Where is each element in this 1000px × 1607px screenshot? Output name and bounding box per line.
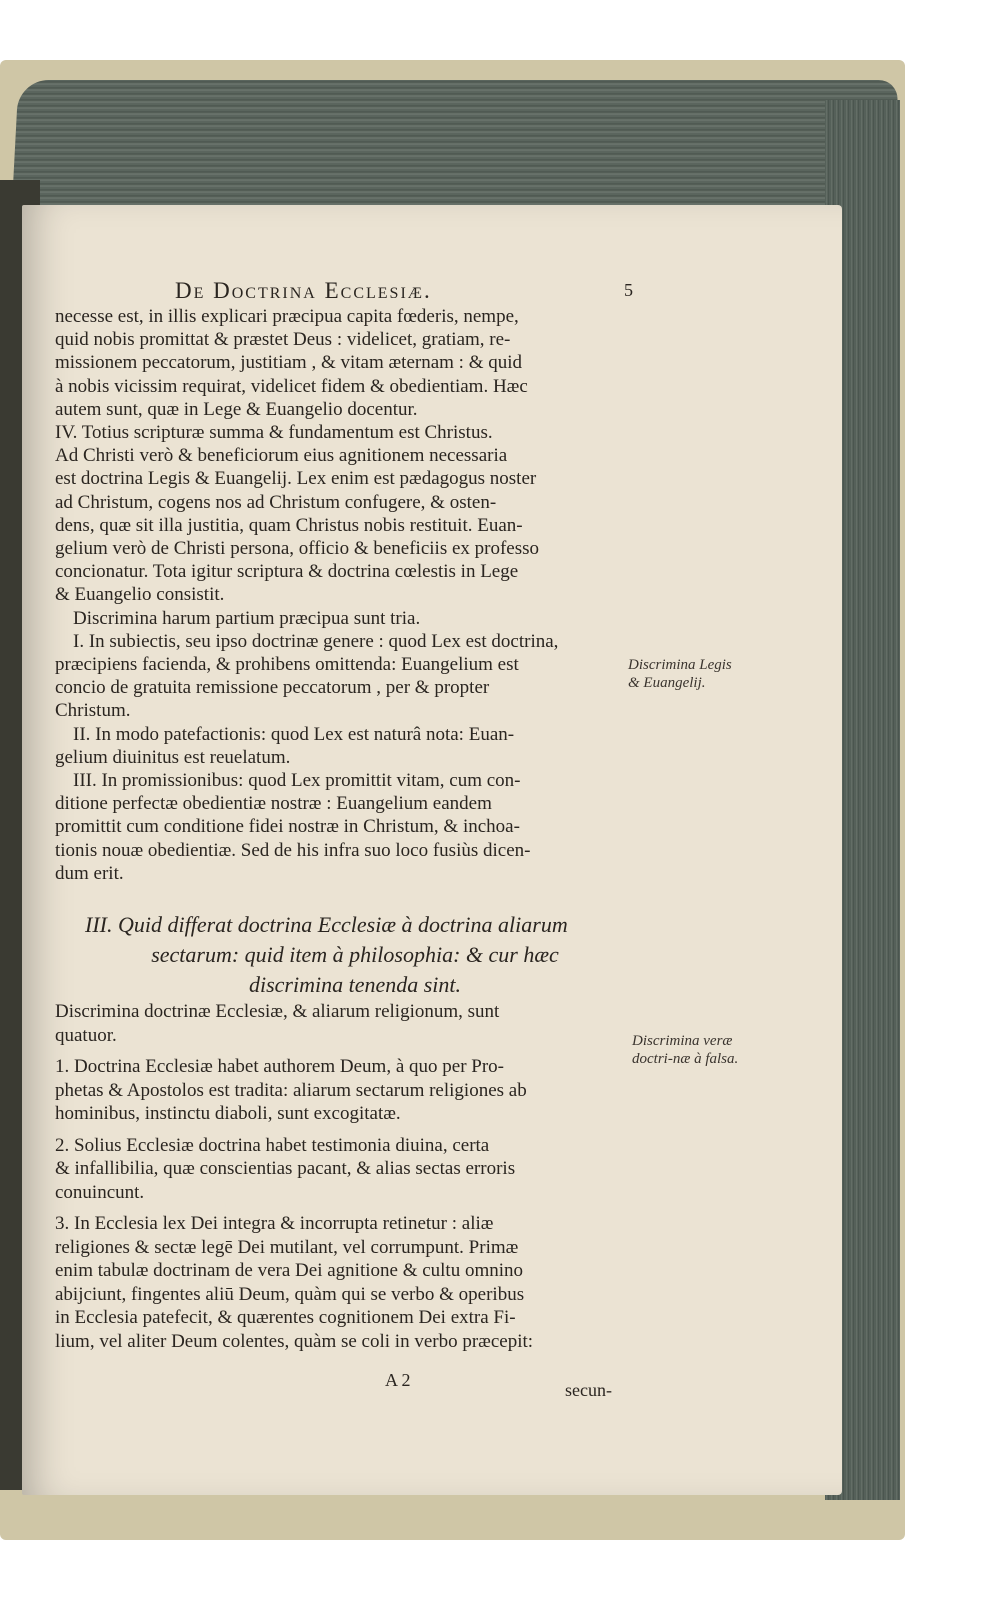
text-line: dens, quæ sit illa justitia, quam Christus nobis restituit. Euan- (55, 514, 523, 536)
text-line: præcipiens facienda, & prohibens omittenda: Euangelium est (55, 654, 519, 676)
page-number: 5 (624, 280, 635, 300)
text-line: & Euangelio consistit. (55, 584, 225, 606)
text-line: missionem peccatorum, justitiam , & vitam æternam : & quid (55, 352, 523, 374)
margin-note: Discrimina Legis & Euangelij. (628, 657, 732, 691)
body-text-bottom (55, 1000, 630, 1353)
text-line: 2. Solius Ecclesiæ doctrina habet testimonia diuina, certa (55, 1134, 490, 1156)
text-line: 3. In Ecclesia lex Dei integra & incorrupta retinetur : aliæ (55, 1213, 494, 1234)
text-line: abijciunt, fingentes aliū Deum, quàm qui se verbo & operibus (55, 1283, 525, 1305)
text-line: 1. Doctrina Ecclesiæ habet authorem Deum, à quo per Pro- (55, 1056, 504, 1077)
text-line: conuincunt. (55, 1181, 145, 1203)
text-line: concio de gratuita remissione peccatorum , per & propter (55, 677, 490, 699)
heading-line: sectarum: quid item à philosophia: & cur hæc (151, 942, 559, 967)
signature-mark: A 2 (385, 1370, 411, 1390)
text-line: religiones & sectæ legē Dei mutilant, vel corrumpunt. Primæ (55, 1236, 519, 1258)
text-line: hominibus, instinctu diaboli, sunt excogitatæ. (55, 1103, 401, 1124)
text-line: ad Christum, cogens nos ad Christum confugere, & osten- (55, 491, 497, 513)
text-line: enim tabulæ doctrinam de vera Dei agnitione & cultu omnino (55, 1260, 524, 1281)
running-title: De Doctrina Ecclesiæ. (175, 278, 432, 303)
text-line: ditione perfectæ obedientiæ nostræ : Euangelium eandem (55, 793, 492, 815)
page-edges-top (11, 80, 898, 215)
text-line: est doctrina Legis & Euangelij. Lex enim est pædagogus noster (55, 468, 537, 490)
body-text-top (55, 305, 630, 885)
text-line: III. In promissionibus: quod Lex promittit vitam, cum con- (73, 770, 521, 792)
text-line: quid nobis promittat & præstet Deus : videlicet, gratiam, re- (55, 329, 511, 351)
heading-line: discrimina tenenda sint. (248, 972, 462, 997)
section-heading (85, 910, 625, 1000)
text-line: promittit cum conditione fidei nostræ in Christum, & inchoa- (55, 816, 520, 838)
text-line: autem sunt, quæ in Lege & Euangelio docentur. (55, 398, 418, 420)
text-line: II. In modo patefactionis: quod Lex est naturâ nota: Euan- (73, 723, 515, 745)
text-line: concionatur. Tota igitur scriptura & doctrina cœlestis in Lege (55, 561, 519, 583)
text-line: Discrimina doctrinæ Ecclesiæ, & aliarum religionum, sunt (55, 1001, 500, 1022)
text-line: Discrimina harum partium præcipua sunt tria. (73, 607, 421, 629)
text-line: lium, vel aliter Deum colentes, quàm se coli in verbo præcepit: (55, 1330, 534, 1352)
text-line: IV. Totius scripturæ summa & fundamentum est Christus. (55, 422, 493, 444)
text-line: Ad Christi verò & beneficiorum eius agnitionem necessaria (55, 445, 508, 467)
text-line: phetas & Apostolos est tradita: aliarum sectarum religiones ab (55, 1079, 527, 1101)
running-header (175, 278, 635, 304)
text-line: à nobis vicissim requirat, videlicet fidem & obedientiam. Hæc (55, 375, 528, 397)
text-line: necesse est, in illis explicari præcipua capita fœderis, nempe, (55, 306, 519, 327)
text-line: Christum. (55, 700, 131, 722)
catchword: secun- (565, 1380, 612, 1400)
text-line: dum erit. (55, 862, 124, 884)
text-line: quatuor. (55, 1024, 117, 1046)
text-line: in Ecclesia patefecit, & quærentes cognitionem Dei extra Fi- (55, 1307, 516, 1328)
heading-line: III. Quid differat doctrina Ecclesiæ à doctrina aliarum (85, 912, 568, 937)
text-line: & infallibilia, quæ conscientias pacant, & alias sectas erroris (55, 1158, 516, 1179)
text-line: I. In subiectis, seu ipso doctrinæ genere : quod Lex est doctrina, (73, 630, 559, 652)
text-line: gelium diuinitus est reuelatum. (55, 746, 291, 768)
margin-note: Discrimina veræ doctri-næ à falsa. (632, 1033, 739, 1067)
text-line: gelium verò de Christi persona, officio & beneficiis ex professo (55, 538, 540, 560)
text-line: tionis nouæ obedientiæ. Sed de his infra suo loco fusiùs dicen- (55, 839, 531, 861)
